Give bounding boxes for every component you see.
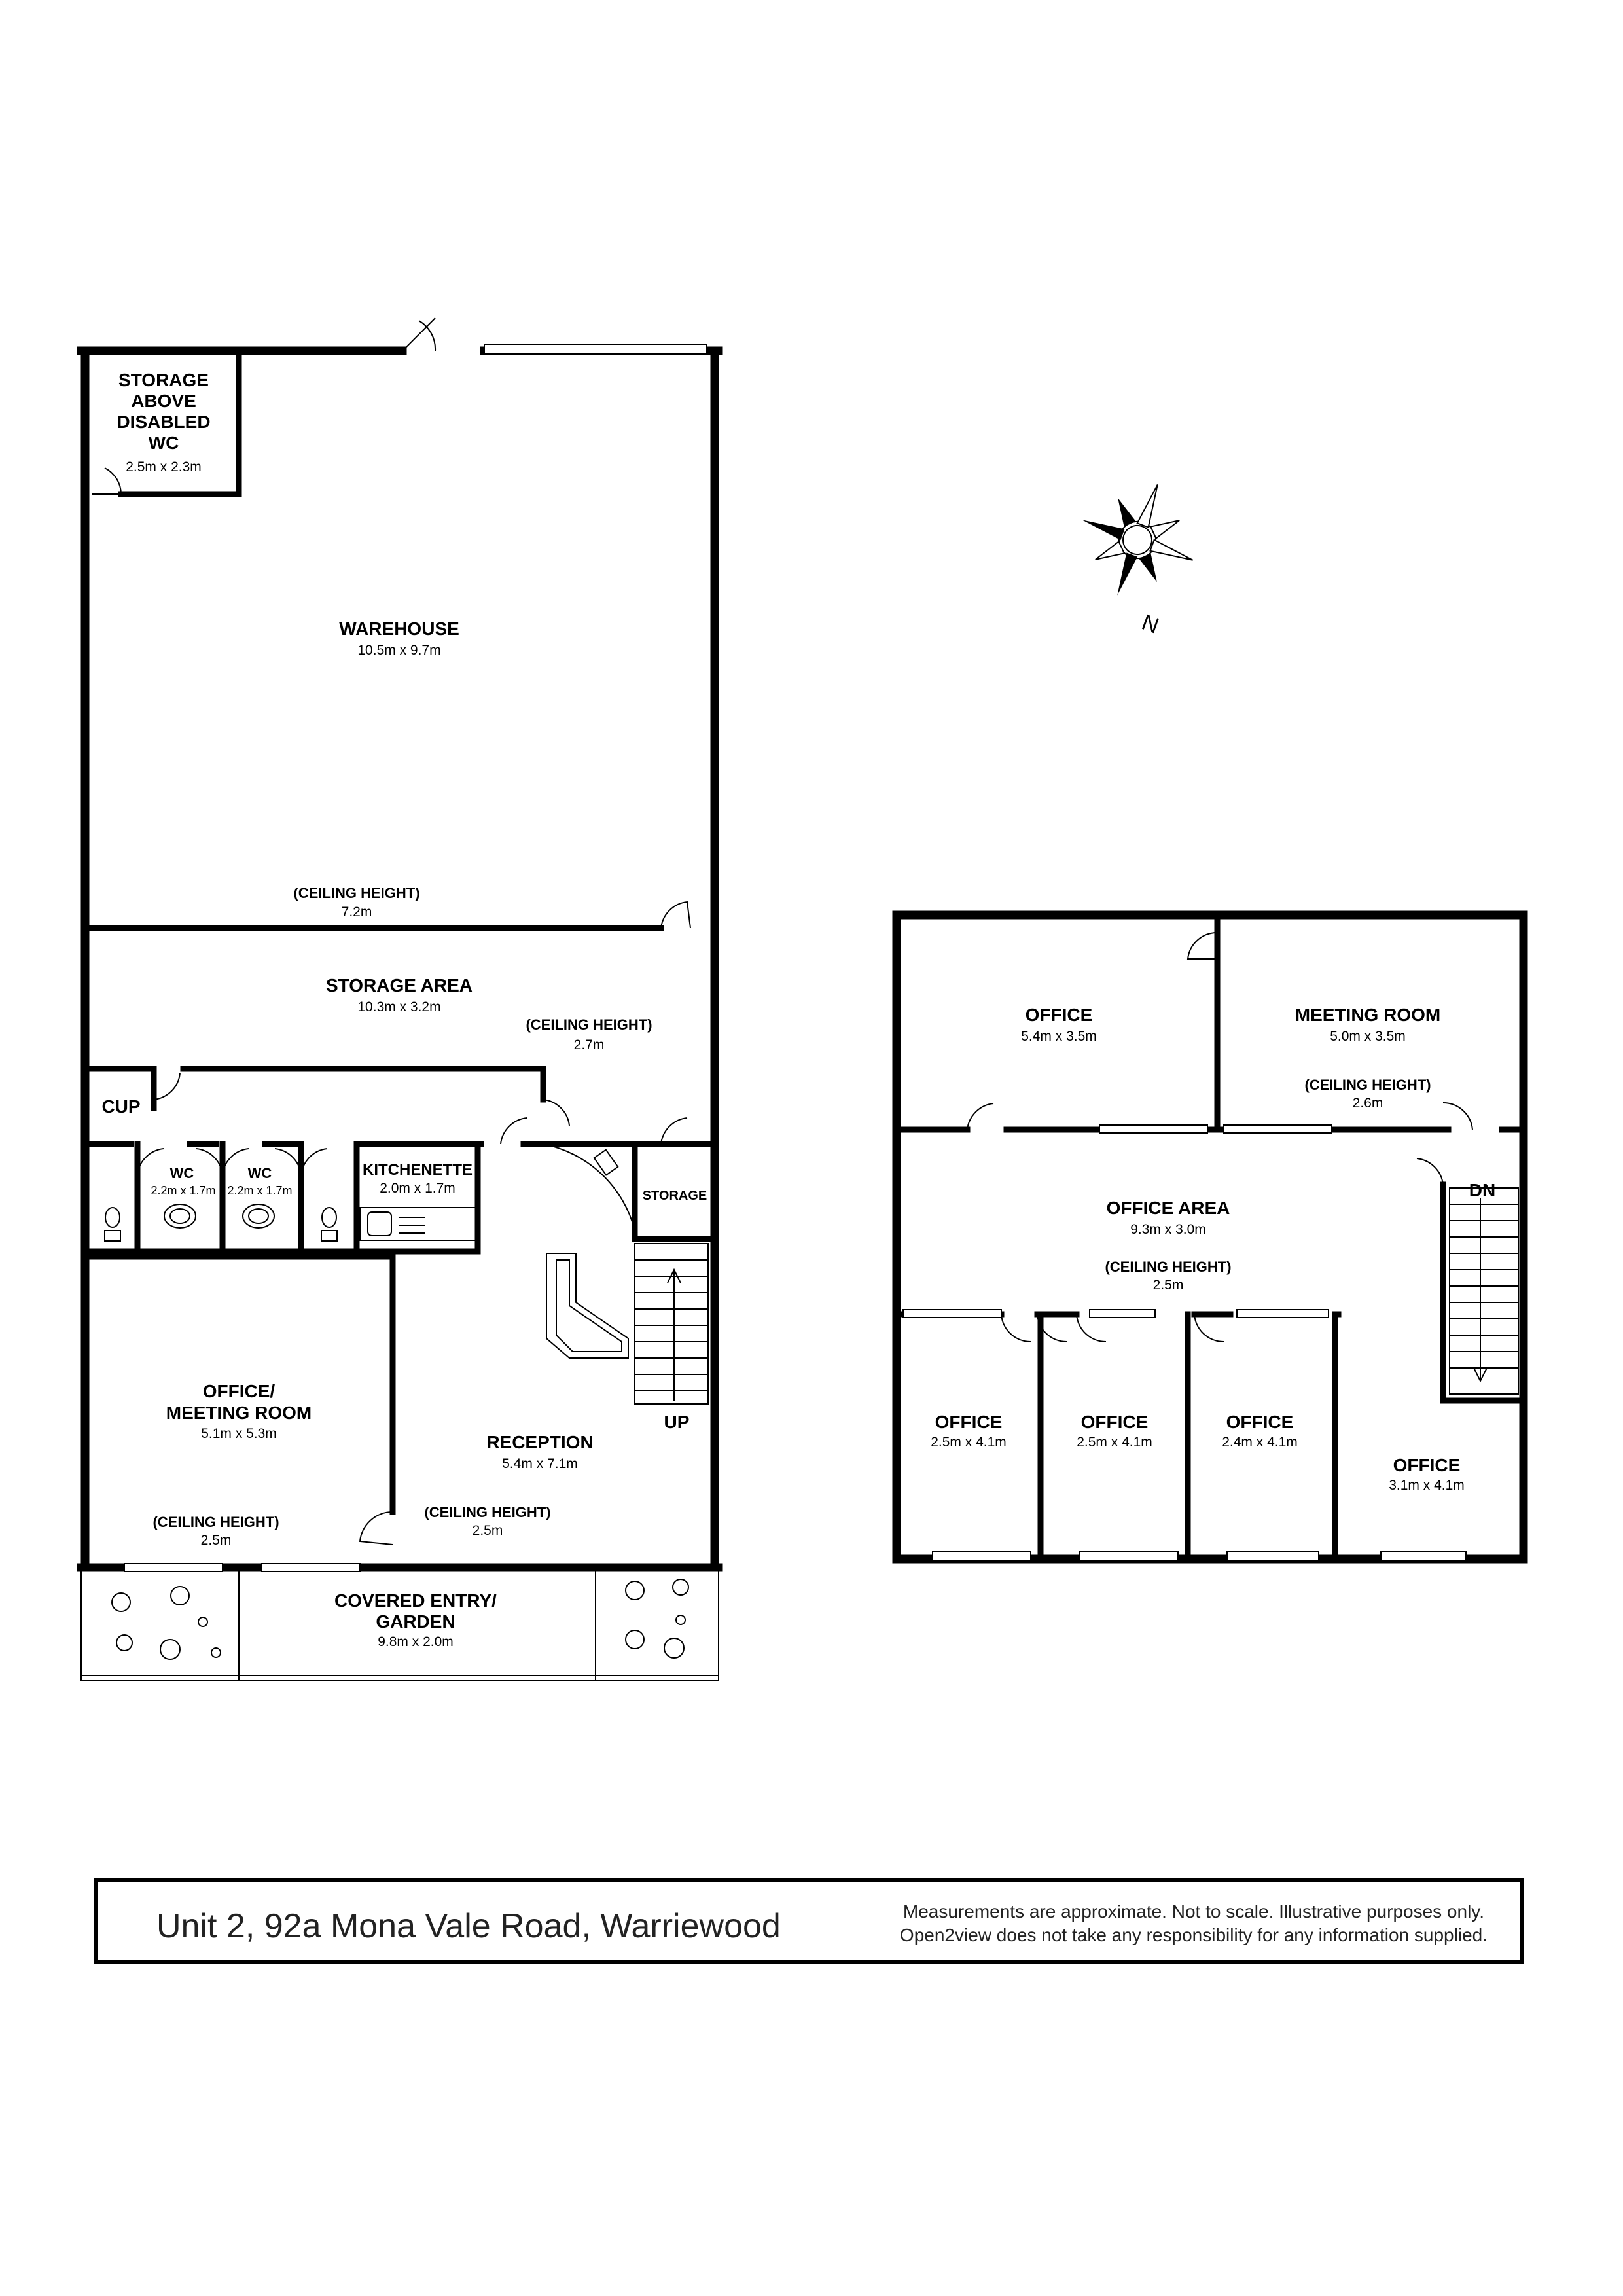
room-dims-wc-1: 2.2m x 1.7m xyxy=(151,1184,216,1197)
room-dims-storage-above: 2.5m x 2.3m xyxy=(126,459,202,475)
ceiling-label-meeting-room: (CEILING HEIGHT) xyxy=(1304,1077,1431,1093)
first-floor-plan xyxy=(897,915,1524,1561)
room-name-storage: STORAGE xyxy=(642,1189,707,1203)
ceiling-label-office-meeting: (CEILING HEIGHT) xyxy=(152,1514,279,1530)
room-name-storage-above: STORAGE ABOVE DISABLED WC xyxy=(116,370,211,453)
stair-up-label: UP xyxy=(664,1412,690,1432)
basin-icon xyxy=(164,1204,196,1228)
room-name-warehouse: WAREHOUSE xyxy=(339,619,459,639)
room-name-office-c: OFFICE xyxy=(1226,1412,1294,1432)
toilet-icon xyxy=(321,1208,337,1241)
room-dims-meeting-room: 5.0m x 3.5m xyxy=(1330,1029,1406,1044)
stair-up xyxy=(635,1244,708,1404)
room-name-wc-1: WC xyxy=(169,1165,194,1181)
disclaimer-line-2: Open2view does not take any responsibility for any information supplied. xyxy=(899,1925,1488,1945)
compass-rose-icon xyxy=(1062,465,1213,616)
ceiling-value-warehouse: 7.2m xyxy=(341,905,372,920)
property-address: Unit 2, 92a Mona Vale Road, Warriewood xyxy=(156,1907,781,1945)
room-name-cup: CUP xyxy=(101,1096,141,1117)
ceiling-value-office-meeting: 2.5m xyxy=(200,1533,232,1548)
ceiling-label-office-area: (CEILING HEIGHT) xyxy=(1105,1259,1232,1275)
disclaimer xyxy=(900,1900,1488,1947)
room-dims-warehouse: 10.5m x 9.7m xyxy=(357,643,441,658)
room-name-office-a: OFFICE xyxy=(935,1412,1003,1432)
kitchen-bench xyxy=(360,1208,478,1240)
room-name-wc-2: WC xyxy=(247,1165,272,1181)
room-name-office-area: OFFICE AREA xyxy=(1106,1198,1230,1218)
room-dims-office-area: 9.3m x 3.0m xyxy=(1130,1222,1206,1237)
ceiling-value-office-area: 2.5m xyxy=(1152,1278,1184,1293)
room-dims-office-meeting: 5.1m x 5.3m xyxy=(201,1426,277,1441)
room-name-office-d: OFFICE xyxy=(1393,1455,1461,1475)
ceiling-value-reception: 2.5m xyxy=(472,1523,503,1538)
toilet-icon xyxy=(105,1208,120,1241)
room-dims-kitchenette: 2.0m x 1.7m xyxy=(380,1181,455,1196)
ceiling-value-storage-area: 2.7m xyxy=(573,1037,605,1052)
stair-down xyxy=(1417,1158,1520,1401)
ground-floor-plan xyxy=(81,318,719,1681)
room-name-office-b: OFFICE xyxy=(1080,1412,1149,1432)
ceiling-label-storage-area: (CEILING HEIGHT) xyxy=(526,1016,652,1033)
room-dims-wc-2: 2.2m x 1.7m xyxy=(227,1184,293,1197)
room-name-meeting-room: MEETING ROOM xyxy=(1294,1005,1441,1025)
room-name-reception: RECEPTION xyxy=(486,1432,594,1452)
room-dims-office-a: 2.5m x 4.1m xyxy=(931,1435,1007,1450)
room-dims-office-c: 2.4m x 4.1m xyxy=(1222,1435,1298,1450)
disclaimer-line-1: Measurements are approximate. Not to scale. Illustrative purposes only. xyxy=(902,1901,1485,1922)
footer-box xyxy=(94,1878,1524,1964)
room-dims-office-b: 2.5m x 4.1m xyxy=(1077,1435,1152,1450)
room-name-covered-entry: COVERED ENTRY/ GARDEN xyxy=(334,1590,497,1632)
compass-north-label: N xyxy=(1139,609,1163,638)
room-name-office-meeting: OFFICE/ MEETING ROOM xyxy=(166,1381,312,1423)
room-dims-office-top: 5.4m x 3.5m xyxy=(1021,1029,1097,1044)
room-name-kitchenette: KITCHENETTE xyxy=(363,1161,473,1179)
ceiling-label-warehouse: (CEILING HEIGHT) xyxy=(293,885,420,901)
room-dims-office-d: 3.1m x 4.1m xyxy=(1389,1478,1465,1493)
room-name-storage-area: STORAGE AREA xyxy=(325,975,473,996)
room-dims-reception: 5.4m x 7.1m xyxy=(502,1456,578,1471)
room-name-office-top: OFFICE xyxy=(1025,1005,1093,1025)
room-dims-storage-area: 10.3m x 3.2m xyxy=(357,999,441,1014)
stair-down-label: DN xyxy=(1469,1180,1496,1200)
room-dims-covered-entry: 9.8m x 2.0m xyxy=(378,1634,454,1649)
ceiling-label-reception: (CEILING HEIGHT) xyxy=(424,1504,551,1520)
basin-icon xyxy=(243,1204,274,1228)
ceiling-value-meeting-room: 2.6m xyxy=(1352,1096,1383,1111)
